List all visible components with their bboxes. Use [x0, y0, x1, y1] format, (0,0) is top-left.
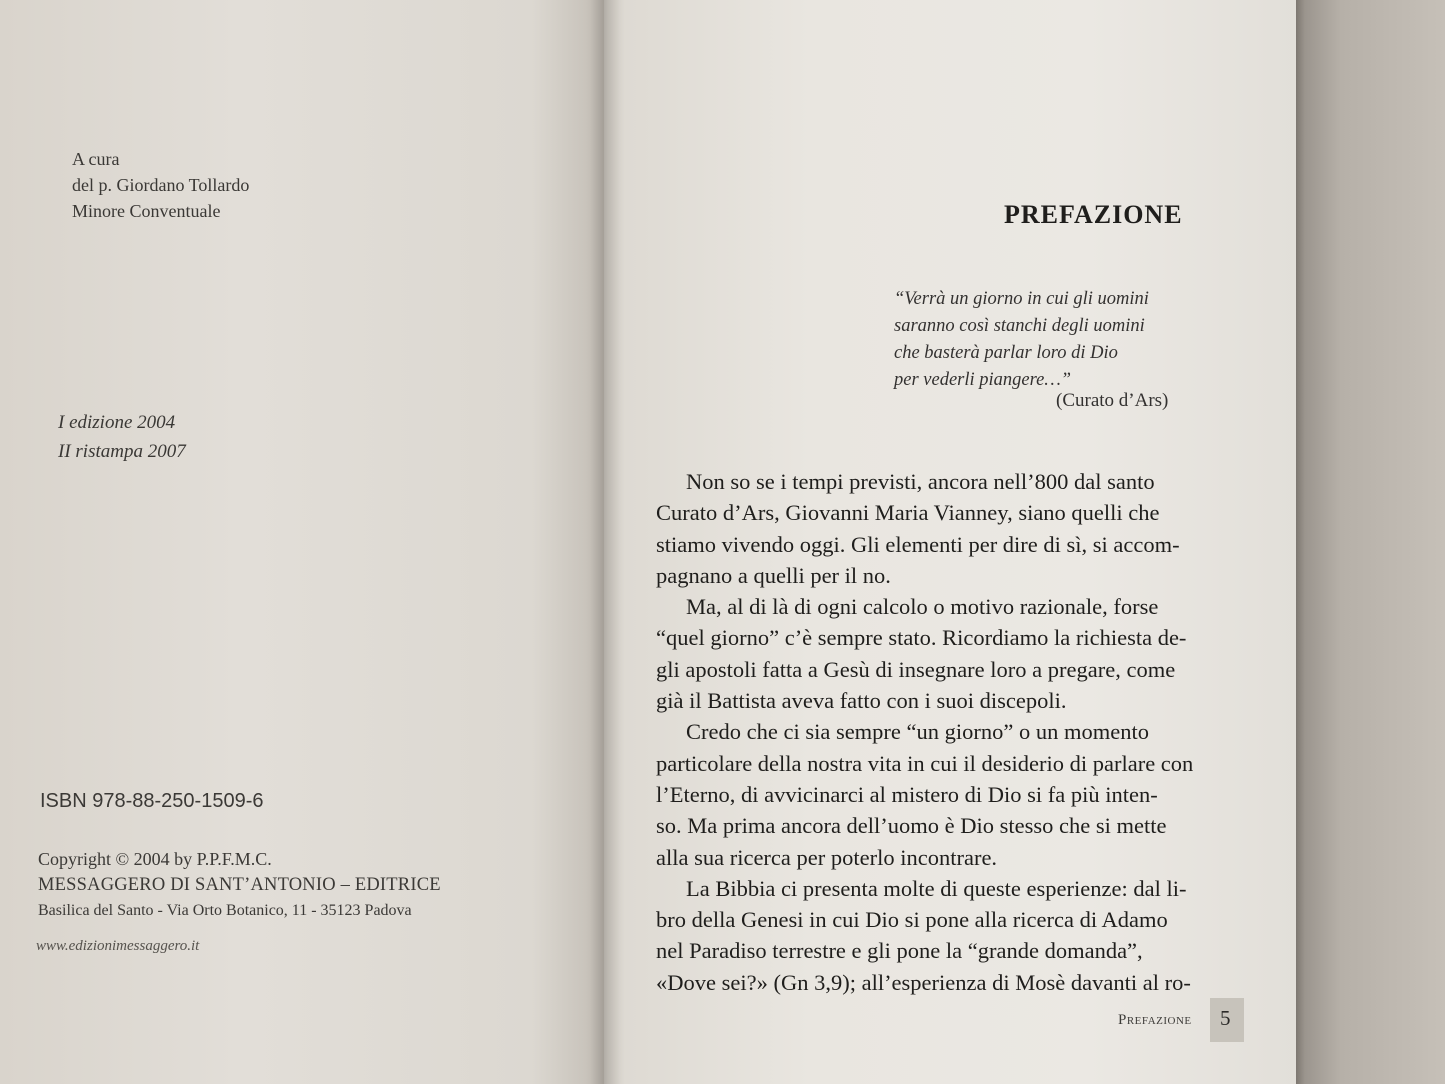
- credit-line: del p. Giordano Tollardo: [72, 175, 250, 195]
- body-line: già il Battista aveva fatto con i suoi discepoli.: [656, 688, 1067, 714]
- page-title: PREFAZIONE: [1004, 200, 1183, 229]
- gutter-shadow: [590, 0, 620, 1084]
- body-line: «Dove sei?» (Gn 3,9); all’esperienza di Mosè davanti al ro-: [656, 969, 1191, 995]
- body-line: particolare della nostra vita in cui il desiderio di parlare con: [656, 750, 1194, 776]
- edition-line: I edizione 2004: [58, 412, 176, 433]
- publisher-website: www.edizionimessaggero.it: [36, 938, 200, 954]
- copyright-line: Copyright © 2004 by P.P.F.M.C.: [38, 849, 272, 869]
- edition-info: [58, 408, 186, 466]
- epigraph-line: “Verrà un giorno in cui gli uomini: [894, 289, 1149, 309]
- body-text: [656, 466, 1236, 998]
- epigraph: [894, 286, 1149, 394]
- right-page: [604, 0, 1296, 1084]
- body-line: gli apostoli fatta a Gesù di insegnare loro a pregare, come: [656, 656, 1176, 682]
- left-page: [0, 0, 604, 1084]
- running-head: Prefazione: [1118, 1012, 1192, 1028]
- body-line: alla sua ricerca per poterlo incontrare.: [656, 844, 998, 870]
- body-line: Credo che ci sia sempre “un giorno” o un momento: [686, 719, 1149, 745]
- publisher-address: Basilica del Santo - Via Orto Botanico, 11 - 35123 Padova: [38, 902, 412, 919]
- body-line: bro della Genesi in cui Dio si pone alla ricerca di Adamo: [656, 907, 1168, 933]
- body-line: nel Paradiso terrestre e gli pone la “grande domanda”,: [656, 938, 1143, 964]
- body-line: “quel giorno” c’è sempre stato. Ricordiamo la richiesta de-: [656, 625, 1187, 651]
- body-line: pagnano a quelli per il no.: [656, 562, 891, 588]
- page-number: 5: [1220, 1006, 1231, 1030]
- body-line: stiamo vivendo oggi. Gli elementi per dire di sì, si accom-: [656, 531, 1180, 557]
- isbn: ISBN 978-88-250-1509-6: [40, 790, 264, 812]
- editor-credit: [72, 146, 249, 224]
- credit-line: Minore Conventuale: [72, 201, 221, 221]
- body-line: Curato d’Ars, Giovanni Maria Vianney, siano quelli che: [656, 500, 1160, 526]
- body-line: Ma, al di là di ogni calcolo o motivo razionale, forse: [686, 594, 1159, 620]
- credit-line: A cura: [72, 149, 120, 169]
- publisher-name: MESSAGGERO DI SANT’ANTONIO – EDITRICE: [38, 875, 441, 895]
- body-line: so. Ma prima ancora dell’uomo è Dio stesso che si mette: [656, 813, 1167, 839]
- epigraph-line: che basterà parlar loro di Dio: [894, 343, 1118, 363]
- body-line: La Bibbia ci presenta molte di queste esperienze: dal li-: [686, 875, 1187, 901]
- body-line: l’Eterno, di avvicinarci al mistero di Dio si fa più inten-: [656, 781, 1158, 807]
- epigraph-line: saranno così stanchi degli uomini: [894, 316, 1145, 336]
- edition-line: II ristampa 2007: [58, 441, 186, 462]
- epigraph-author: (Curato d’Ars): [1056, 390, 1169, 411]
- book-edge: [1296, 0, 1445, 1084]
- epigraph-line: per vederli piangere…”: [894, 370, 1072, 390]
- copyright-block: [38, 846, 441, 924]
- body-line: Non so se i tempi previsti, ancora nell’800 dal santo: [686, 469, 1155, 494]
